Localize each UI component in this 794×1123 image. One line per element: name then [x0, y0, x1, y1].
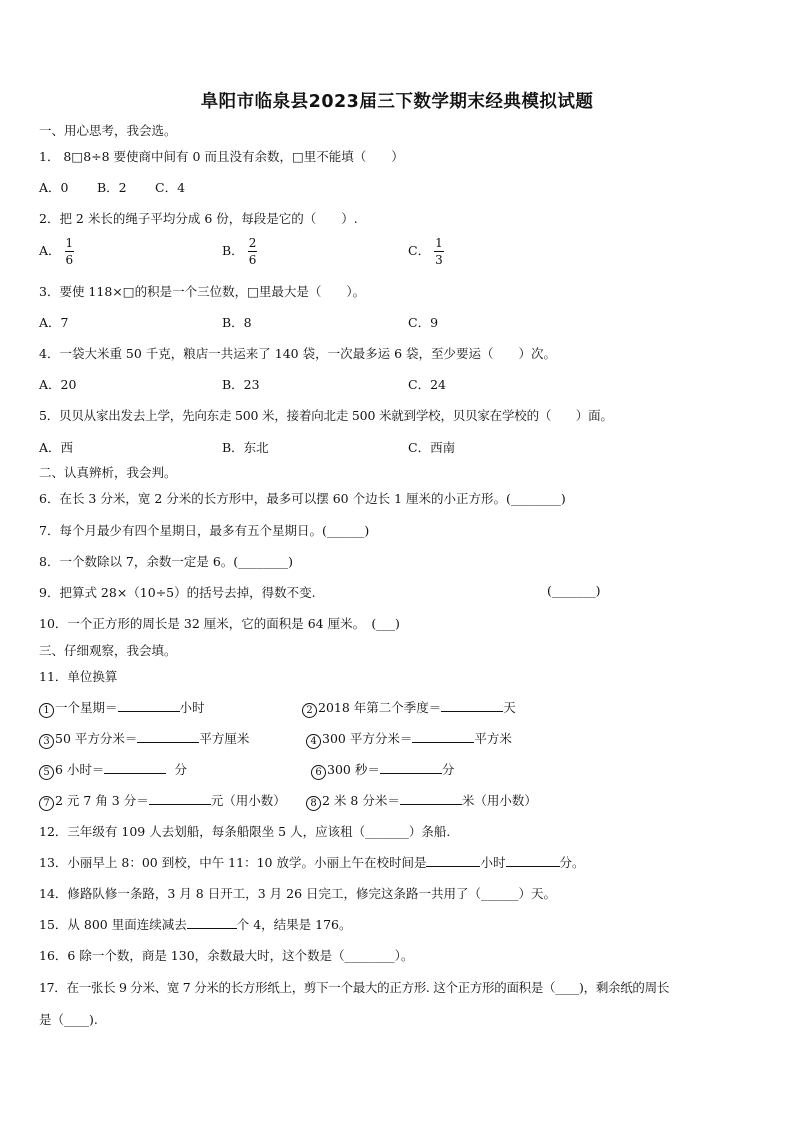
fraction-numerator: 2 [248, 236, 257, 250]
conversion-prompt: 2 米 8 分米＝ [322, 793, 400, 808]
answer-blank[interactable] [380, 761, 442, 774]
question-2: 2．把 2 米长的绳子平均分成 6 份，每段是它的（ ）. [39, 211, 358, 226]
fraction-numerator: 1 [65, 236, 74, 250]
circled-number: 6 [311, 765, 326, 780]
q2-option-c-fraction [434, 237, 444, 266]
answer-blank-minutes[interactable] [506, 854, 560, 867]
conversion-item-6 [311, 760, 454, 780]
question-5: 5．贝贝从家出发去上学，先向东走 500 米，接着向北走 500 米就到学校，贝贝家在学校的（ ）面。 [39, 408, 613, 423]
conversion-prompt: 2018 年第二个季度＝ [318, 700, 442, 715]
conversion-prompt: 一个星期＝ [55, 700, 118, 715]
q3-option-c: C．9 [408, 315, 439, 330]
q2-option-b [222, 237, 257, 266]
conversion-item-3 [39, 729, 249, 749]
question-6: 6．在长 3 分米，宽 2 分米的长方形中，最多可以摆 60 个边长 1 厘米的小正方形。(________) [39, 491, 566, 506]
question-17-line-2: 是（____). [39, 1012, 98, 1027]
conversion-unit: 分 [174, 762, 187, 777]
question-16: 16．6 除一个数，商是 130，余数最大时，这个数是（________）。 [39, 948, 414, 963]
question-14: 14．修路队修一条路，3 月 8 日开工，3 月 26 日完工，修完这条路一共用了（______）天。 [39, 886, 557, 901]
answer-blank[interactable] [412, 730, 474, 743]
circled-number: 8 [306, 796, 321, 811]
question-15-text: 15．从 800 里面连续减去 [39, 917, 187, 932]
conversion-unit: 天 [503, 700, 516, 715]
q5-option-a: A．西 [39, 440, 74, 455]
question-3: 3．要使 118×□的积是一个三位数，□里最大是（ ）。 [39, 284, 366, 299]
question-4: 4．一袋大米重 50 千克，粮店一共运来了 140 袋，一次最多运 6 袋，至少要运（ ）次。 [39, 346, 557, 361]
q4-option-a: A．20 [39, 377, 77, 392]
fraction-denominator: 3 [435, 253, 443, 267]
conversion-unit: 分 [441, 762, 455, 777]
q5-option-b: B．东北 [222, 440, 269, 455]
q3-option-a: A．7 [39, 315, 69, 330]
q2-option-b-label: B． [222, 243, 244, 258]
conversion-prompt: 300 平方分米＝ [322, 731, 413, 746]
conversion-unit: 小时 [179, 700, 205, 715]
question-9: 9．把算式 28×（10÷5）的括号去掉，得数不变. [39, 585, 316, 600]
q2-option-a-fraction [65, 237, 75, 266]
q4-option-c: C．24 [408, 377, 446, 392]
conversion-prompt: 6 小时＝ [55, 762, 105, 777]
conversion-unit: 米（用小数） [461, 793, 537, 808]
question-15 [39, 915, 351, 933]
answer-blank[interactable] [400, 792, 462, 805]
fraction-denominator: 6 [248, 253, 257, 267]
answer-blank[interactable] [118, 699, 180, 712]
q1-option-a: A．0 [39, 180, 69, 195]
q1-option-b: B．2 [97, 180, 127, 195]
conversion-prompt: 2 元 7 角 3 分＝ [55, 793, 149, 808]
conversion-item-5 [39, 760, 187, 780]
fraction-denominator: 6 [65, 253, 74, 267]
section-heading-2: 二、认真辨析，我会判。 [39, 465, 177, 480]
conversion-item-8 [306, 791, 537, 811]
answer-blank[interactable] [187, 916, 237, 929]
question-9-answer-blank[interactable]: (_______) [547, 583, 601, 598]
q2-option-b-fraction [248, 237, 258, 266]
circled-number: 5 [39, 765, 54, 780]
circled-number: 2 [302, 703, 317, 718]
question-13-text: 13．小丽早上 8：00 到校，中午 11：10 放学。小丽上午在校时间是 [39, 855, 427, 870]
circled-number: 7 [39, 796, 54, 811]
question-8: 8．一个数除以 7，余数一定是 6。(________) [39, 554, 294, 569]
question-11: 11．单位换算 [39, 669, 118, 684]
question-13-unit-minutes: 分。 [559, 855, 585, 870]
q1-option-c: C．4 [155, 180, 186, 195]
answer-blank[interactable] [137, 730, 199, 743]
conversion-item-4 [306, 729, 512, 749]
conversion-item-1 [39, 698, 205, 718]
question-7: 7．每个月最少有四个星期日，最多有五个星期日。(______) [39, 523, 370, 538]
q5-option-c: C．西南 [408, 440, 456, 455]
q2-option-a [39, 237, 74, 266]
conversion-item-7 [39, 791, 286, 811]
fraction-numerator: 1 [435, 236, 443, 250]
question-12: 12．三年级有 109 人去划船，每条船限坐 5 人，应该租（_______）条船. [39, 824, 451, 839]
conversion-item-2 [302, 698, 516, 718]
answer-blank[interactable] [149, 792, 211, 805]
q2-option-c [408, 237, 444, 266]
question-1: 1． 8□8÷8 要使商中间有 0 而且没有余数，□里不能填（ ） [39, 149, 404, 164]
section-heading-1: 一、用心思考，我会选。 [39, 123, 177, 138]
question-10: 10．一个正方形的周长是 32 厘米，它的面积是 64 厘米。 (___) [39, 616, 400, 631]
conversion-unit: 元（用小数） [210, 793, 286, 808]
question-17-line-1: 17．在一张长 9 分米、宽 7 分米的长方形纸上，剪下一个最大的正方形. 这个正方形的面积是（____)，剩余纸的周长 [39, 980, 670, 995]
page-title: 阜阳市临泉县2023届三下数学期末经典模拟试题 [200, 92, 594, 112]
conversion-prompt: 300 秒＝ [327, 762, 380, 777]
question-13-unit-hours: 小时 [480, 855, 506, 870]
answer-blank[interactable] [441, 699, 503, 712]
q2-option-a-label: A． [39, 243, 61, 258]
answer-blank-hours[interactable] [426, 854, 480, 867]
conversion-prompt: 50 平方分米＝ [55, 731, 138, 746]
conversion-unit: 平方米 [474, 731, 512, 746]
q2-option-c-label: C． [408, 243, 431, 258]
circled-number: 4 [306, 734, 321, 749]
answer-blank[interactable] [104, 761, 166, 774]
q3-option-b: B．8 [222, 315, 252, 330]
section-heading-3: 三、仔细观察，我会填。 [39, 643, 177, 658]
conversion-unit: 平方厘米 [199, 731, 250, 746]
circled-number: 3 [39, 734, 54, 749]
circled-number: 1 [39, 703, 54, 718]
question-15-text-end: 个 4，结果是 176。 [236, 917, 352, 932]
question-13 [39, 853, 585, 871]
q4-option-b: B．23 [222, 377, 260, 392]
